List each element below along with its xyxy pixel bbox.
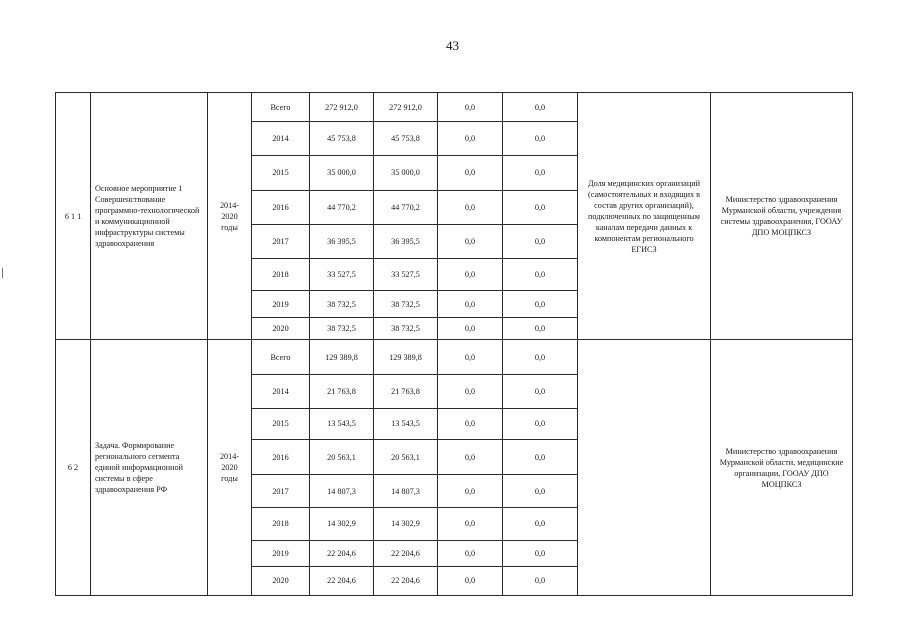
year-cell: Всего bbox=[252, 93, 310, 122]
federal-budget-cell: 0,0 bbox=[438, 508, 503, 540]
page-number: 43 bbox=[446, 38, 459, 53]
total-cell: 36 395,5 bbox=[310, 224, 374, 258]
federal-budget-cell: 0,0 bbox=[438, 340, 503, 374]
other-sources-cell: 0,0 bbox=[503, 122, 578, 156]
program-table bbox=[55, 92, 853, 596]
regional-budget-cell: 38 732,5 bbox=[374, 318, 438, 340]
year-cell: 2017 bbox=[252, 475, 310, 508]
year-cell: 2016 bbox=[252, 190, 310, 224]
item-name-cell: Задача. Формирование регионального сегмента единой информационной системы в сфере здравоохранения РФ bbox=[91, 340, 208, 596]
year-cell: 2019 bbox=[252, 540, 310, 566]
total-cell: 35 000,0 bbox=[310, 156, 374, 190]
total-cell: 272 912,0 bbox=[310, 93, 374, 122]
regional-budget-cell: 33 527,5 bbox=[374, 258, 438, 290]
total-cell: 20 563,1 bbox=[310, 440, 374, 475]
federal-budget-cell: 0,0 bbox=[438, 258, 503, 290]
federal-budget-cell: 0,0 bbox=[438, 566, 503, 595]
federal-budget-cell: 0,0 bbox=[438, 156, 503, 190]
table-row bbox=[56, 93, 853, 122]
year-cell: 2019 bbox=[252, 291, 310, 318]
year-cell: Всего bbox=[252, 340, 310, 374]
federal-budget-cell: 0,0 bbox=[438, 190, 503, 224]
total-cell: 38 732,5 bbox=[310, 291, 374, 318]
total-cell: 129 389,8 bbox=[310, 340, 374, 374]
total-cell: 14 807,3 bbox=[310, 475, 374, 508]
other-sources-cell: 0,0 bbox=[503, 291, 578, 318]
federal-budget-cell: 0,0 bbox=[438, 540, 503, 566]
other-sources-cell: 0,0 bbox=[503, 156, 578, 190]
year-cell: 2015 bbox=[252, 408, 310, 439]
total-cell: 14 302,9 bbox=[310, 508, 374, 540]
total-cell: 22 204,6 bbox=[310, 566, 374, 595]
item-number-cell: 6 2 bbox=[56, 340, 91, 596]
other-sources-cell: 0,0 bbox=[503, 190, 578, 224]
other-sources-cell: 0,0 bbox=[503, 340, 578, 374]
table-row bbox=[56, 340, 853, 374]
year-cell: 2018 bbox=[252, 508, 310, 540]
regional-budget-cell: 44 770,2 bbox=[374, 190, 438, 224]
federal-budget-cell: 0,0 bbox=[438, 374, 503, 408]
total-cell: 38 732,5 bbox=[310, 318, 374, 340]
other-sources-cell: 0,0 bbox=[503, 440, 578, 475]
total-cell: 33 527,5 bbox=[310, 258, 374, 290]
item-number-cell: 6 1 1 bbox=[56, 93, 91, 340]
regional-budget-cell: 20 563,1 bbox=[374, 440, 438, 475]
federal-budget-cell: 0,0 bbox=[438, 475, 503, 508]
federal-budget-cell: 0,0 bbox=[438, 318, 503, 340]
regional-budget-cell: 14 807,3 bbox=[374, 475, 438, 508]
total-cell: 44 770,2 bbox=[310, 190, 374, 224]
total-cell: 22 204,6 bbox=[310, 540, 374, 566]
regional-budget-cell: 45 753,8 bbox=[374, 122, 438, 156]
item-name-cell: Основное мероприятие 1 Совершенствование программно-технологической и коммуникационной инфраструктуры системы здравоохранения bbox=[91, 93, 208, 340]
federal-budget-cell: 0,0 bbox=[438, 224, 503, 258]
period-cell: 2014-2020 годы bbox=[208, 340, 252, 596]
executor-cell: Министерство здравоохранения Мурманской области, медицинские организации, ГООАУ ДПО МОЦПКСЗ bbox=[711, 340, 853, 596]
regional-budget-cell: 272 912,0 bbox=[374, 93, 438, 122]
other-sources-cell: 0,0 bbox=[503, 508, 578, 540]
year-cell: 2017 bbox=[252, 224, 310, 258]
federal-budget-cell: 0,0 bbox=[438, 408, 503, 439]
other-sources-cell: 0,0 bbox=[503, 224, 578, 258]
other-sources-cell: 0,0 bbox=[503, 408, 578, 439]
year-cell: 2018 bbox=[252, 258, 310, 290]
federal-budget-cell: 0,0 bbox=[438, 93, 503, 122]
other-sources-cell: 0,0 bbox=[503, 93, 578, 122]
federal-budget-cell: 0,0 bbox=[438, 440, 503, 475]
other-sources-cell: 0,0 bbox=[503, 566, 578, 595]
indicator-cell: Доля медицинских организаций (самостоятельных и входящих в состав других организаций), подключенных по защищенным каналам передачи данных к компонентам регионального ЕГИСЗ bbox=[578, 93, 711, 340]
year-cell: 2016 bbox=[252, 440, 310, 475]
regional-budget-cell: 14 302,9 bbox=[374, 508, 438, 540]
regional-budget-cell: 22 204,6 bbox=[374, 566, 438, 595]
regional-budget-cell: 35 000,0 bbox=[374, 156, 438, 190]
year-cell: 2020 bbox=[252, 566, 310, 595]
regional-budget-cell: 36 395,5 bbox=[374, 224, 438, 258]
other-sources-cell: 0,0 bbox=[503, 475, 578, 508]
executor-cell: Министерство здравоохранения Мурманской области, учреждения системы здравоохранения, ГООАУ ДПО МОЦПКСЗ bbox=[711, 93, 853, 340]
federal-budget-cell: 0,0 bbox=[438, 291, 503, 318]
other-sources-cell: 0,0 bbox=[503, 540, 578, 566]
regional-budget-cell: 38 732,5 bbox=[374, 291, 438, 318]
regional-budget-cell: 13 543,5 bbox=[374, 408, 438, 439]
total-cell: 13 543,5 bbox=[310, 408, 374, 439]
table-body bbox=[56, 93, 853, 596]
year-cell: 2015 bbox=[252, 156, 310, 190]
total-cell: 45 753,8 bbox=[310, 122, 374, 156]
other-sources-cell: 0,0 bbox=[503, 258, 578, 290]
indicator-cell bbox=[578, 340, 711, 596]
scan-margin-mark bbox=[2, 268, 3, 278]
federal-budget-cell: 0,0 bbox=[438, 122, 503, 156]
period-cell: 2014-2020 годы bbox=[208, 93, 252, 340]
regional-budget-cell: 21 763,8 bbox=[374, 374, 438, 408]
other-sources-cell: 0,0 bbox=[503, 318, 578, 340]
total-cell: 21 763,8 bbox=[310, 374, 374, 408]
other-sources-cell: 0,0 bbox=[503, 374, 578, 408]
regional-budget-cell: 129 389,8 bbox=[374, 340, 438, 374]
regional-budget-cell: 22 204,6 bbox=[374, 540, 438, 566]
year-cell: 2020 bbox=[252, 318, 310, 340]
year-cell: 2014 bbox=[252, 122, 310, 156]
year-cell: 2014 bbox=[252, 374, 310, 408]
